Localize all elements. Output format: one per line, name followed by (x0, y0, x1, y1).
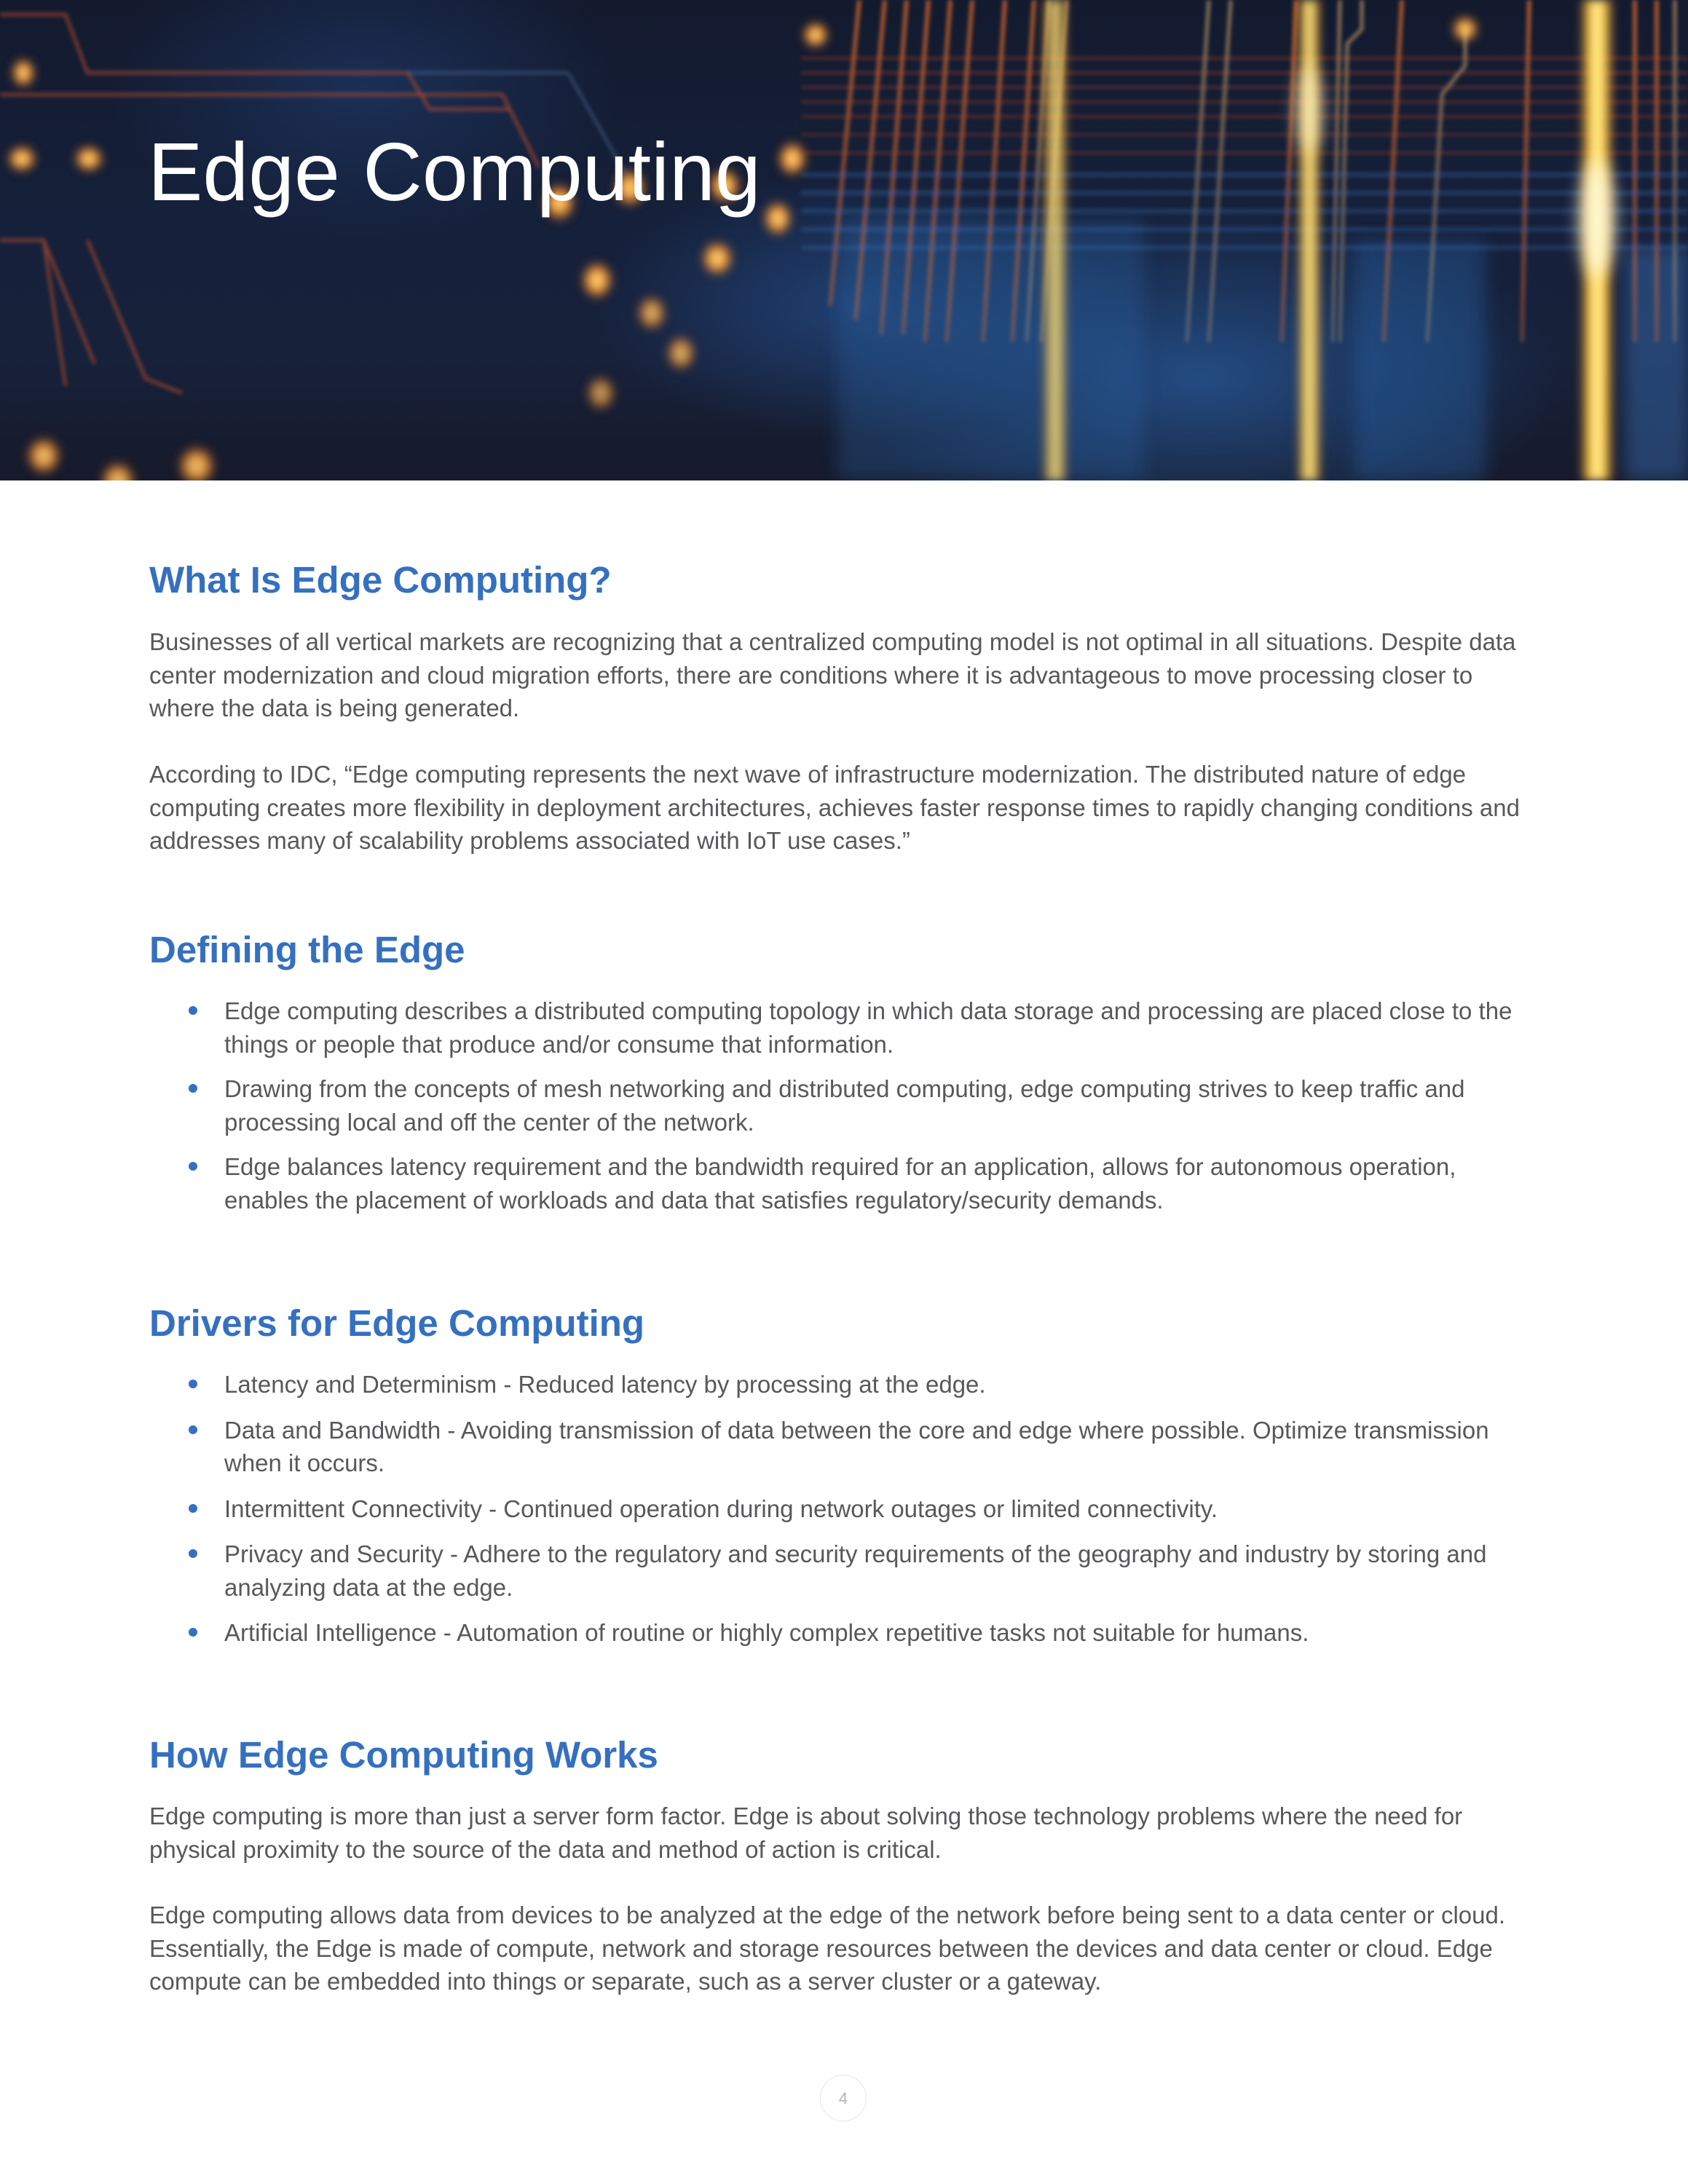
bullet-icon (189, 1504, 197, 1513)
bullet-icon (189, 1006, 197, 1015)
bullet-icon (189, 1162, 197, 1171)
list-item (149, 1368, 1540, 1401)
list-item-text: Data and Bandwidth - Avoiding transmission of data between the core and edge where possible. Optimize transmission when it occurs. (224, 1416, 1489, 1476)
page-number-badge: 4 (820, 2075, 867, 2121)
list-item (149, 1538, 1540, 1604)
list-item-text: Edge computing describes a distributed computing topology in which data storage and processing are placed close to the things or people that produce and/or consume that information. (224, 997, 1513, 1058)
bullet-icon (189, 1628, 197, 1637)
list-item (149, 1616, 1540, 1650)
paragraph-edge-analysis: Edge computing allows data from devices to be analyzed at the edge of the network before being sent to a data center or cloud. Essentially, the Edge is made of compute, network and storage resources between the devices and data center or cloud. Edge compute can be embedded into things or separate, such as a server cluster or a gateway. (149, 1902, 1506, 1995)
section-title-defining-the-edge: Defining the Edge (149, 929, 465, 970)
paragraph-idc-quote: According to IDC, “Edge computing represents the next wave of infrastructure modernization. The distributed nature of edge computing creates more flexibility in deployment architectures, achieves faster response times to rapidly changing conditions and addresses many of scalability problems associated with IoT use cases.” (149, 761, 1520, 854)
bullet-icon (189, 1425, 197, 1434)
list-item (149, 994, 1540, 1061)
paragraph-intro: Businesses of all vertical markets are recognizing that a centralized computing model is not optimal in all situations. Despite data center modernization and cloud migration efforts, there are conditions where it is advantageous to move processing closer to where the data is being generated. (149, 628, 1516, 721)
section-title-what-is-edge-computing: What Is Edge Computing? (149, 559, 612, 601)
list-item (149, 1072, 1540, 1139)
list-item-text: Privacy and Security - Adhere to the regulatory and security requirements of the geography and industry by storing and analyzing data at the edge. (224, 1540, 1487, 1601)
paragraph-form-factor: Edge computing is more than just a server form factor. Edge is about solving those technology problems where the need for physical proximity to the source of the data and method of action is critical. (149, 1803, 1463, 1863)
list-item (149, 1414, 1540, 1480)
list-item-text: Intermittent Connectivity - Continued operation during network outages or limited connectivity. (224, 1495, 1218, 1522)
list-item (149, 1150, 1540, 1216)
drivers-list (149, 1368, 1540, 1650)
section-title-how-it-works: How Edge Computing Works (149, 1734, 658, 1776)
hero-banner (0, 0, 1688, 480)
defining-edge-list (149, 994, 1540, 1216)
list-item-text: Artificial Intelligence - Automation of routine or highly complex repetitive tasks not suitable for humans. (224, 1619, 1309, 1646)
list-item-text: Latency and Determinism - Reduced latency by processing at the edge. (224, 1371, 986, 1398)
bullet-icon (189, 1084, 197, 1093)
list-item-text: Drawing from the concepts of mesh networking and distributed computing, edge computing strives to keep traffic and processing local and off the center of the network. (224, 1075, 1465, 1136)
section-title-drivers: Drivers for Edge Computing (149, 1302, 645, 1344)
page-title: Edge Computing (148, 126, 761, 218)
bullet-icon (189, 1380, 197, 1388)
list-item (149, 1492, 1540, 1526)
circuit-board-background-image (0, 0, 1688, 480)
bullet-icon (189, 1549, 197, 1558)
list-item-text: Edge balances latency requirement and the bandwidth required for an application, allows for autonomous operation, enables the placement of workloads and data that satisfies regulatory/security demands. (224, 1153, 1456, 1214)
